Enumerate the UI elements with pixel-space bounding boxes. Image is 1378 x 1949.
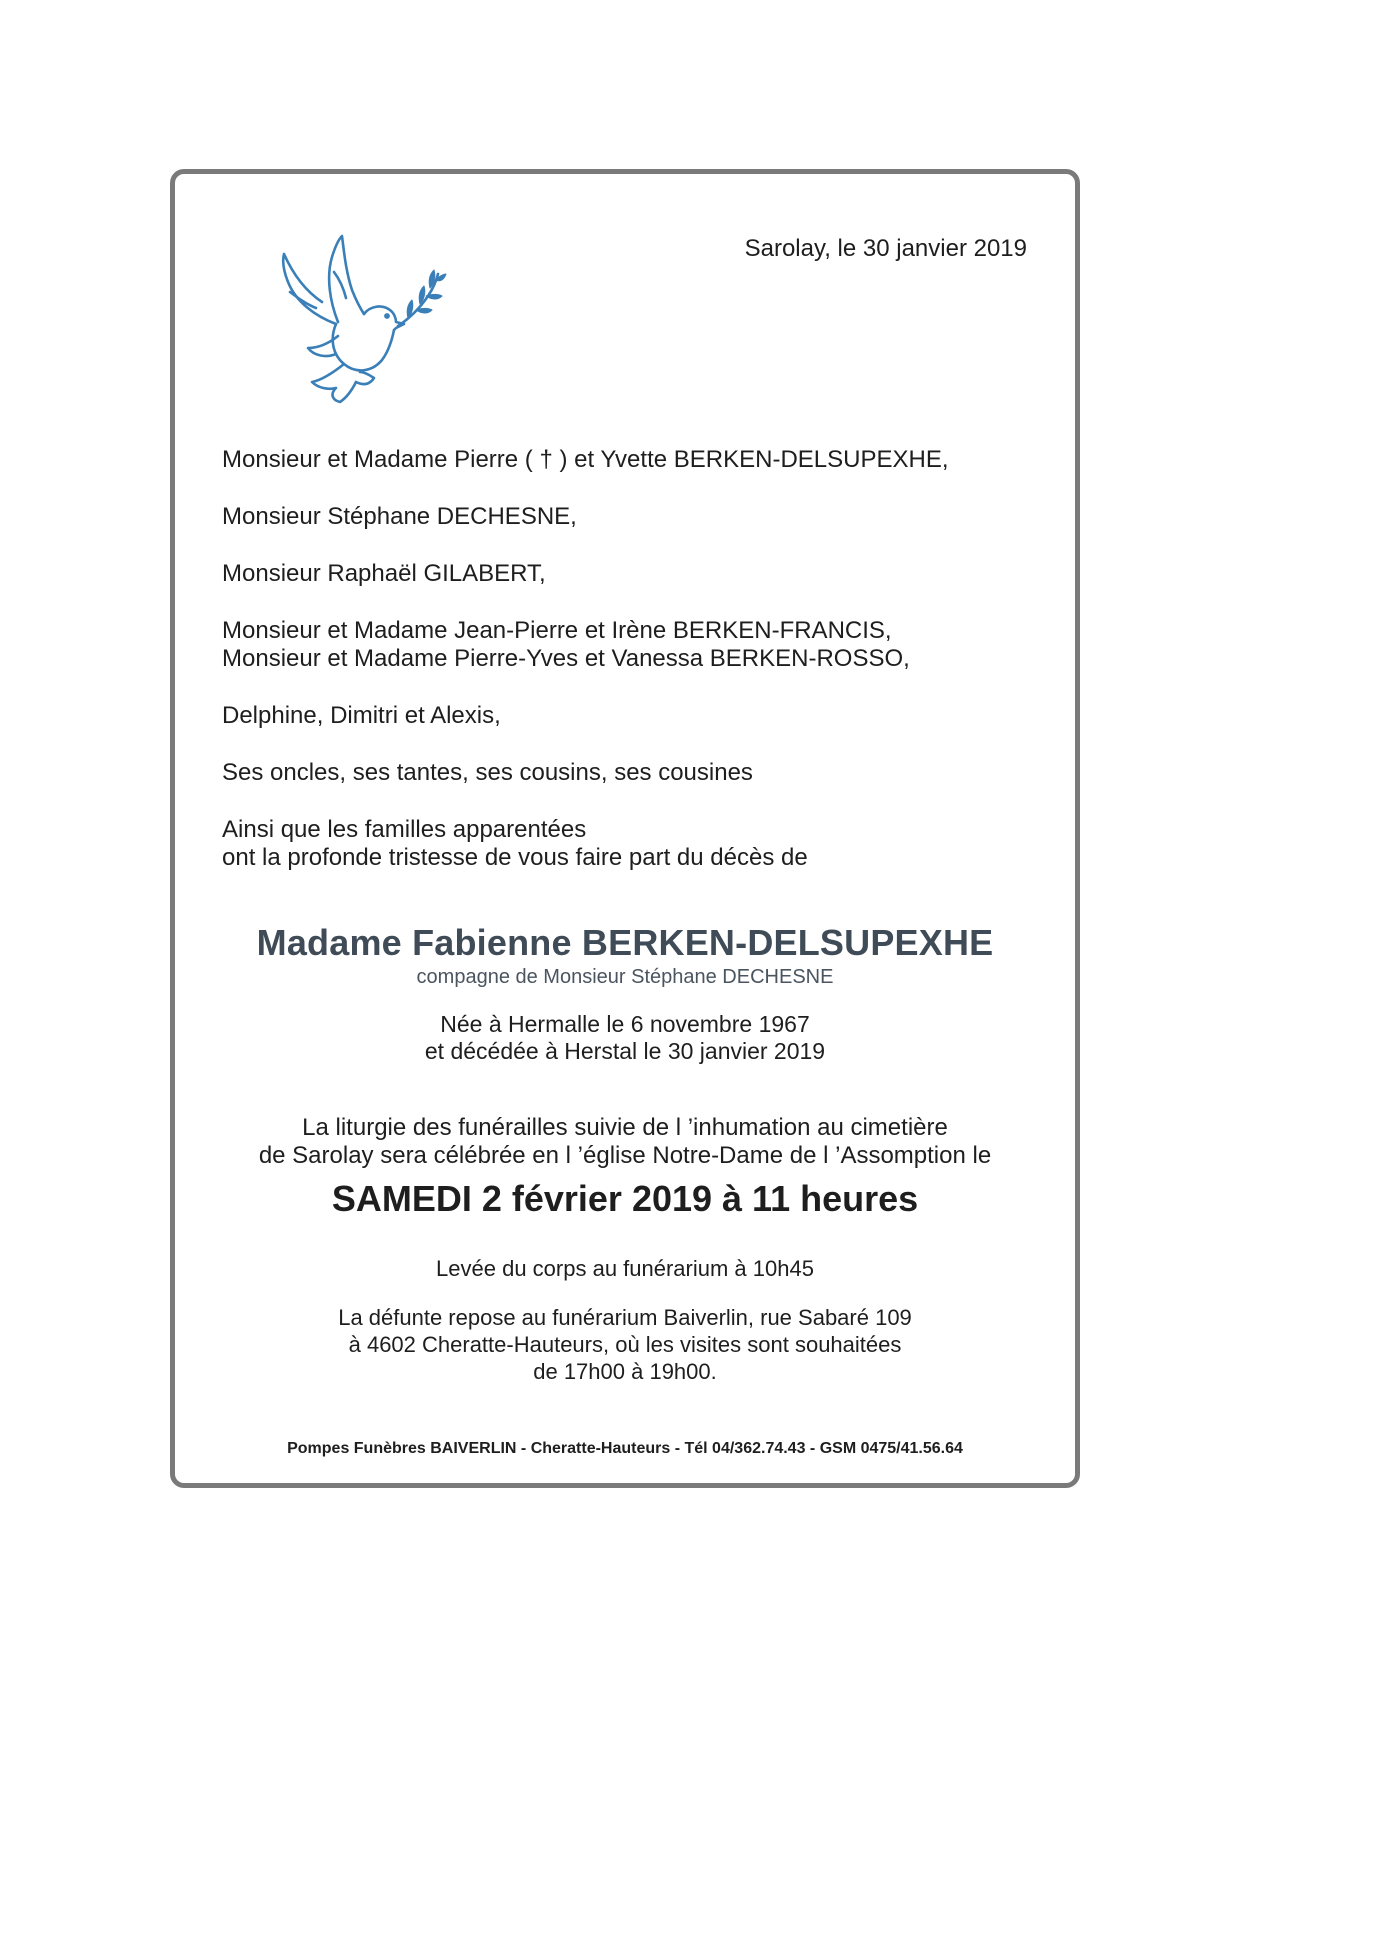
repose-line: La défunte repose au funérarium Baiverlin, rue Sabaré 109 — [338, 1305, 912, 1330]
family-line: Monsieur et Madame Pierre-Yves et Vanessa BERKEN-ROSSO, — [222, 645, 910, 672]
birth-death-info — [175, 1011, 1075, 1065]
dove-with-olive-branch-icon — [260, 232, 450, 412]
family-line: Monsieur Raphaël GILABERT, — [222, 560, 546, 587]
family-list — [222, 446, 949, 872]
birth-line: Née à Hermalle le 6 novembre 1967 — [440, 1011, 810, 1037]
death-line: et décédée à Herstal le 30 janvier 2019 — [424, 1038, 826, 1064]
ceremony-date: SAMEDI 2 février 2019 à 11 heures — [331, 1178, 919, 1219]
liturgy-line: de Sarolay sera célébrée en l ’église Notre-Dame de l ’Assomption le — [258, 1142, 992, 1169]
family-line: Delphine, Dimitri et Alexis, — [222, 702, 501, 729]
notice-date: Sarolay, le 30 janvier 2019 — [744, 235, 1027, 262]
family-line: Ses oncles, ses tantes, ses cousins, ses cousines — [222, 759, 753, 786]
liturgy-line: La liturgie des funérailles suivie de l ’inhumation au cimetière — [302, 1114, 948, 1141]
repose-line: à 4602 Cheratte-Hauteurs, où les visites sont souhaitées — [348, 1332, 902, 1357]
family-line: Monsieur et Madame Pierre ( † ) et Yvette BERKEN-DELSUPEXHE, — [222, 446, 949, 473]
family-line: ont la profonde tristesse de vous faire part du décès de — [222, 844, 808, 871]
family-line: Monsieur et Madame Jean-Pierre et Irène BERKEN-FRANCIS, — [222, 617, 892, 644]
repose-info — [175, 1304, 1075, 1385]
liturgy-info — [175, 1114, 1075, 1170]
funeral-home-footer: Pompes Funèbres BAIVERLIN - Cheratte-Hauteurs - Tél 04/362.74.43 - GSM 0475/41.56.64 — [287, 1440, 963, 1457]
repose-line: de 17h00 à 19h00. — [533, 1359, 717, 1384]
family-line: Monsieur Stéphane DECHESNE, — [222, 503, 577, 530]
deceased-name: Madame Fabienne BERKEN-DELSUPEXHE — [256, 922, 994, 963]
deceased-companion: compagne de Monsieur Stéphane DECHESNE — [416, 966, 834, 988]
family-line: Ainsi que les familles apparentées — [222, 816, 587, 843]
levee-info: Levée du corps au funérarium à 10h45 — [436, 1256, 814, 1281]
obituary-card — [170, 169, 1080, 1488]
